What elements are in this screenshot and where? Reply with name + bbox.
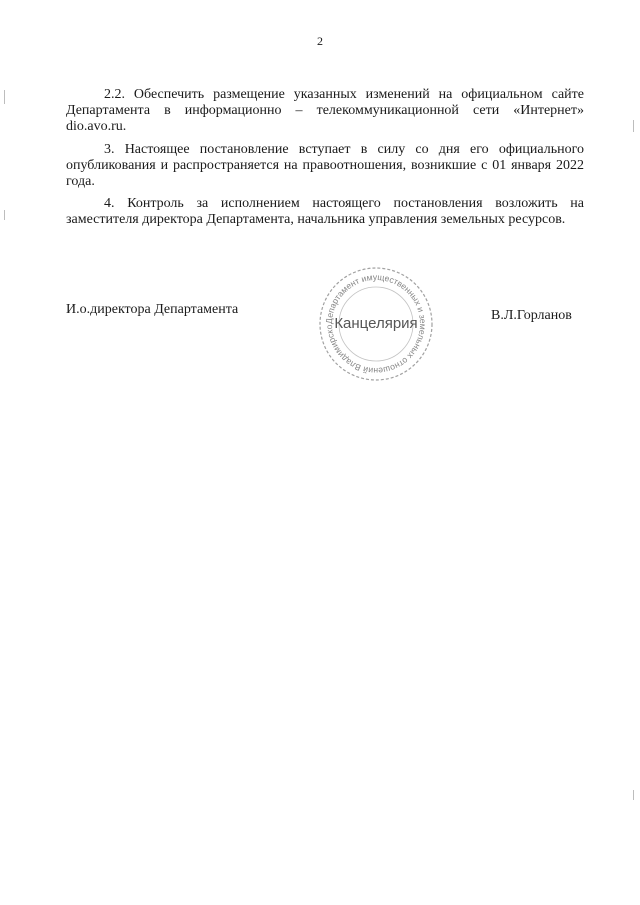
document-body <box>66 87 584 235</box>
signatory-position: И.о.директора Департамента <box>66 302 239 317</box>
paragraph-2-2: 2.2. Обеспечить размещение указанных изменений на официальном сайте Департамента в информационно – телекоммуникационной сети «Интернет» dio.avo.ru. <box>66 87 584 135</box>
scan-margin-mark <box>633 120 634 132</box>
stamp-ring-text: Департамент имущественных и земельных отношений Владимирско <box>323 271 429 377</box>
paragraph-4: 4. Контроль за исполнением настоящего постановления возложить на заместителя директора Департамента, начальника управления земельных ресурсов. <box>66 196 584 228</box>
scan-margin-mark <box>4 210 5 220</box>
signatory-name: В.Л.Горланов <box>491 308 572 323</box>
stamp-center-text: Канцелярия <box>334 315 418 332</box>
paragraph-3: 3. Настоящее постановление вступает в силу со дня его официального опубликования и распространяется на правоотношения, возникшие с 01 января 2022 года. <box>66 141 584 190</box>
scan-margin-mark <box>633 790 634 800</box>
scan-margin-mark <box>4 90 5 104</box>
office-stamp <box>312 260 440 388</box>
page-number: 2 <box>317 34 323 48</box>
stamp-seal-icon <box>312 260 440 388</box>
